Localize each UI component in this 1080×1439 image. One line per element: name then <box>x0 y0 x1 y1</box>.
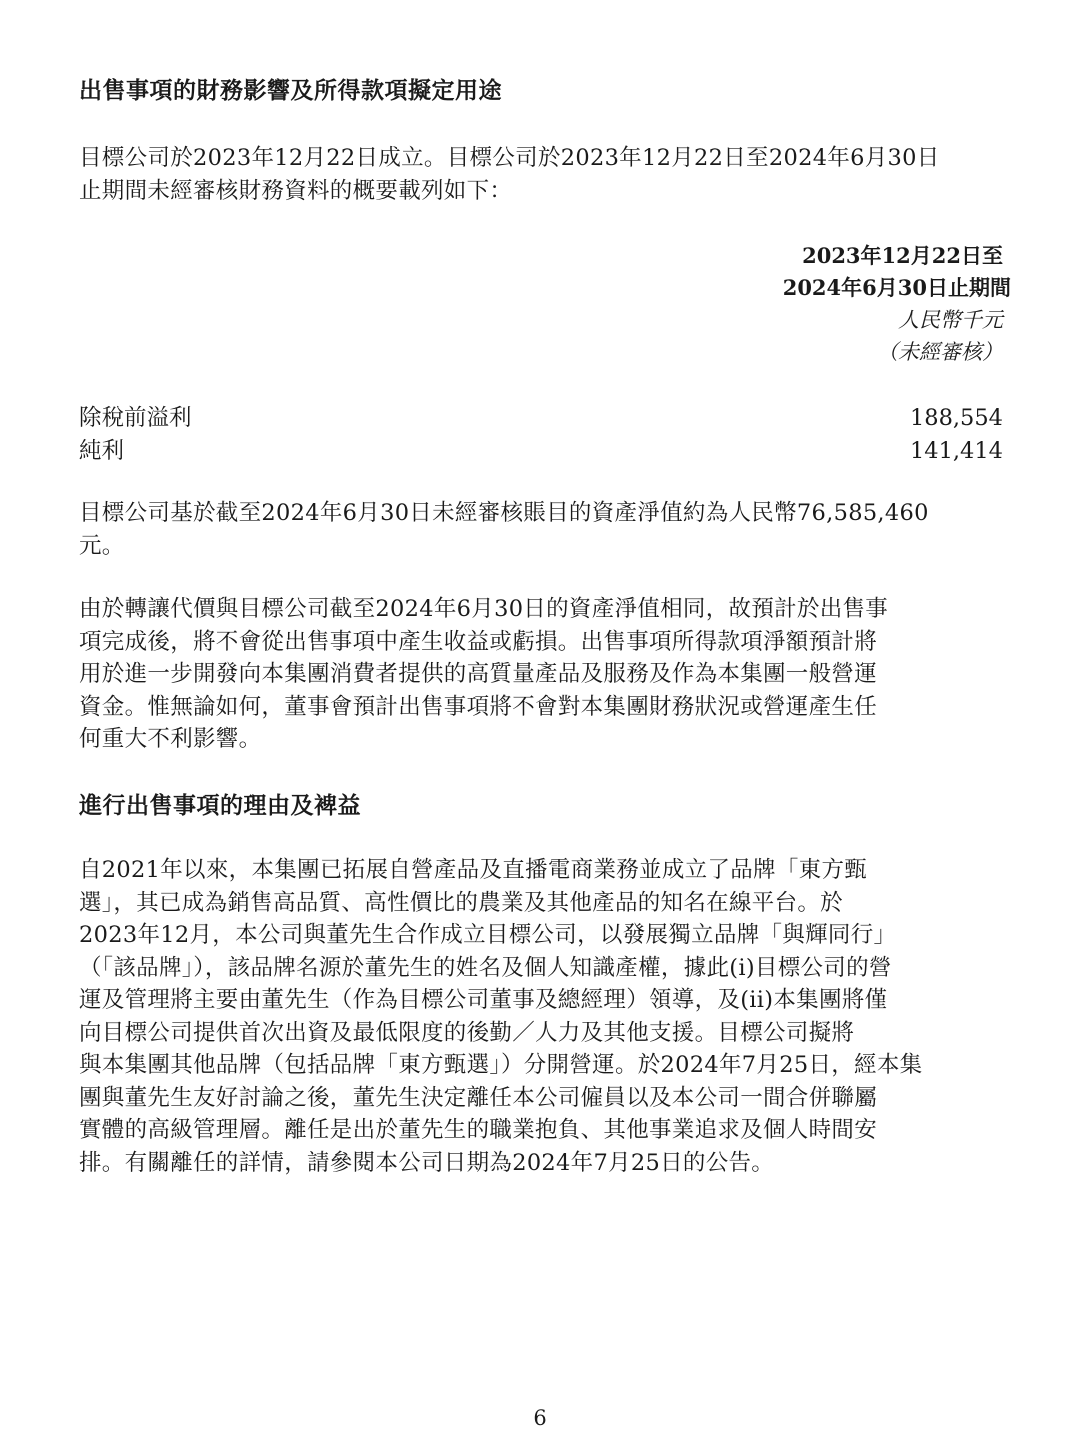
proceeds-paragraph <box>79 593 1003 756</box>
paragraph-line: （「該品牌」），該品牌名源於董先生的姓名及個人知識產權，據此(i)目標公司的營 <box>79 954 892 981</box>
paragraph-line: 用於進一步開發向本集團消費者提供的高質量產品及服務及作為本集團一般營運 <box>79 661 878 687</box>
reasons-paragraph <box>79 854 1003 1179</box>
paragraph-line: 資金。惟無論如何，董事會預計出售事項將不會對本集團財務狀況或營運產生任 <box>79 693 878 720</box>
row-label-profit-before-tax: 除稅前溢利 <box>79 405 192 431</box>
paragraph-line: 運及管理將主要由董先生（作為目標公司董事及總經理）領導，及(ii)本集團將僅 <box>79 987 888 1013</box>
net-asset-paragraph <box>79 497 1003 562</box>
paragraph-line: 選」，其已成為銷售高品質、高性價比的農業及其他產品的知名在線平台。於 <box>79 889 843 916</box>
section-heading-financial-effects: 出售事項的財務影響及所得款項擬定用途 <box>79 78 502 104</box>
paragraph-line: 何重大不利影響。 <box>79 726 262 752</box>
paragraph-line: 由於轉讓代價與目標公司截至2024年6月30日的資產淨值相同，故預計於出售事 <box>79 596 889 622</box>
audit-status: （未經審核） <box>877 340 1003 364</box>
page-number: 6 <box>533 1406 547 1430</box>
paragraph-line: 元。 <box>79 532 125 559</box>
section-heading-reasons-benefits: 進行出售事項的理由及裨益 <box>79 793 361 819</box>
document-page <box>79 0 1011 1439</box>
paragraph-line: 團與董先生友好討論之後，董先生決定離任本公司僱員以及本公司一間合併聯屬 <box>79 1084 878 1111</box>
financial-summary-table <box>79 402 1003 467</box>
row-value-profit-before-tax: 188,554 <box>909 405 1003 431</box>
period-line-2: 2024年6月30日止期間 <box>782 275 1011 300</box>
paragraph-line: 實體的高級管理層。離任是出於董先生的職業抱負、其他事業追求及個人時間安 <box>79 1117 878 1143</box>
period-line-1: 2023年12月22日至 <box>802 243 1003 268</box>
table-row <box>79 402 1003 435</box>
table-row <box>79 435 1003 468</box>
row-value-net-profit: 141,414 <box>909 437 1003 464</box>
paragraph-line: 2023年12月，本公司與董先生合作成立目標公司，以發展獨立品牌「與輝同行」 <box>79 922 897 948</box>
paragraph-line: 向目標公司提供首次出資及最低限度的後勤／人力及其他支援。目標公司擬將 <box>79 1019 855 1046</box>
intro-line: 止期間未經審核財務資料的概要載列如下： <box>79 177 513 204</box>
paragraph-line: 與本集團其他品牌（包括品牌「東方甄選」）分開營運。於2024年7月25日，經本集 <box>79 1052 923 1078</box>
paragraph-line: 項完成後，將不會從出售事項中產生收益或虧損。出售事項所得款項淨額預計將 <box>79 628 878 655</box>
paragraph-line: 自2021年以來，本集團已拓展自營產品及直播電商業務並成立了品牌「東方甄 <box>79 857 868 883</box>
financial-table-column-header <box>782 240 1011 368</box>
paragraph-line: 目標公司基於截至2024年6月30日未經審核賬目的資產淨值約為人民幣76,585,460 <box>79 500 929 526</box>
row-label-net-profit: 純利 <box>79 437 125 464</box>
intro-paragraph <box>79 142 1003 207</box>
paragraph-line: 排。有關離任的詳情，請參閱本公司日期為2024年7月25日的公告。 <box>79 1149 775 1176</box>
intro-line: 目標公司於2023年12月22日成立。目標公司於2023年12月22日至2024年6月30日 <box>79 145 940 171</box>
currency-unit: 人民幣千元 <box>898 308 1003 332</box>
